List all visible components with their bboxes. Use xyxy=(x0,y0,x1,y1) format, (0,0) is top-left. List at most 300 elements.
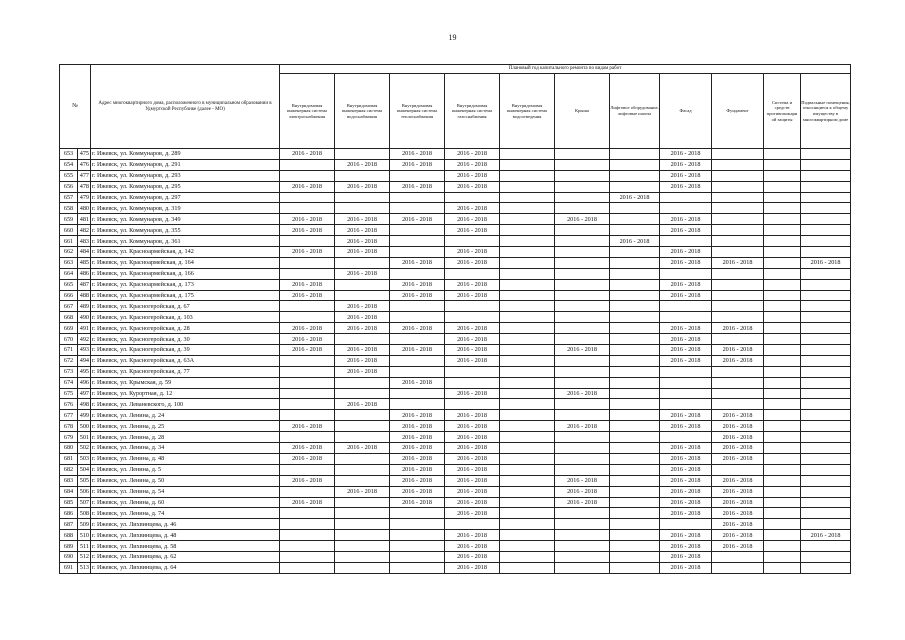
row-repair-year: 2016 - 2018 xyxy=(335,301,390,312)
row-repair-year xyxy=(660,236,712,247)
row-repair-year: 2016 - 2018 xyxy=(280,247,335,258)
row-number: 673 xyxy=(60,366,78,377)
row-repair-year xyxy=(801,268,851,279)
row-index: 501 xyxy=(78,432,91,443)
row-repair-year xyxy=(500,551,555,562)
row-index: 497 xyxy=(78,388,91,399)
row-repair-year xyxy=(712,203,764,214)
row-repair-year: 2016 - 2018 xyxy=(390,159,445,170)
row-repair-year xyxy=(445,236,500,247)
row-repair-year xyxy=(335,453,390,464)
row-repair-year xyxy=(500,421,555,432)
row-repair-year: 2016 - 2018 xyxy=(445,247,500,258)
row-repair-year xyxy=(801,345,851,356)
row-repair-year: 2016 - 2018 xyxy=(445,159,500,170)
row-repair-year xyxy=(500,355,555,366)
row-repair-year xyxy=(764,366,801,377)
row-index: 490 xyxy=(78,312,91,323)
row-repair-year xyxy=(712,192,764,203)
row-repair-year xyxy=(555,410,610,421)
row-repair-year xyxy=(610,279,660,290)
row-repair-year: 2016 - 2018 xyxy=(445,170,500,181)
row-repair-year xyxy=(712,279,764,290)
row-repair-year xyxy=(555,562,610,573)
row-repair-year xyxy=(280,551,335,562)
table-row xyxy=(60,159,851,170)
row-repair-year xyxy=(660,268,712,279)
row-repair-year xyxy=(555,432,610,443)
row-repair-year xyxy=(712,290,764,301)
row-repair-year xyxy=(610,377,660,388)
table-row xyxy=(60,247,851,258)
row-repair-year xyxy=(555,508,610,519)
header-work-type: Система и средств противопожарн ой защиты xyxy=(764,74,801,149)
row-repair-year xyxy=(555,443,610,454)
header-work-type: Внутридомовая инженерная система водоотведения xyxy=(500,74,555,149)
table-row xyxy=(60,312,851,323)
row-repair-year: 2016 - 2018 xyxy=(390,443,445,454)
row-repair-year: 2016 - 2018 xyxy=(660,508,712,519)
table-row xyxy=(60,345,851,356)
row-repair-year: 2016 - 2018 xyxy=(445,464,500,475)
row-repair-year: 2016 - 2018 xyxy=(390,149,445,160)
row-index: 479 xyxy=(78,192,91,203)
row-number: 670 xyxy=(60,334,78,345)
row-repair-year xyxy=(764,257,801,268)
row-repair-year xyxy=(335,508,390,519)
row-repair-year xyxy=(764,453,801,464)
row-repair-year xyxy=(335,551,390,562)
row-repair-year xyxy=(500,268,555,279)
row-repair-year xyxy=(610,290,660,301)
row-address: г. Ижевск, ул. Ленина, д. 48 xyxy=(91,453,280,464)
row-repair-year xyxy=(390,508,445,519)
row-repair-year xyxy=(335,530,390,541)
row-repair-year xyxy=(764,334,801,345)
row-repair-year: 2016 - 2018 xyxy=(280,290,335,301)
row-repair-year xyxy=(280,410,335,421)
row-number: 655 xyxy=(60,170,78,181)
table-row xyxy=(60,410,851,421)
row-repair-year xyxy=(500,312,555,323)
row-address: г. Ижевск, ул. Коммунаров, д. 297 xyxy=(91,192,280,203)
row-number: 658 xyxy=(60,203,78,214)
row-repair-year xyxy=(660,519,712,530)
row-repair-year xyxy=(801,497,851,508)
row-number: 665 xyxy=(60,279,78,290)
row-repair-year xyxy=(555,149,610,160)
row-index: 499 xyxy=(78,410,91,421)
row-repair-year: 2016 - 2018 xyxy=(390,497,445,508)
row-repair-year xyxy=(280,464,335,475)
row-index: 500 xyxy=(78,421,91,432)
row-repair-year xyxy=(500,334,555,345)
row-repair-year xyxy=(280,530,335,541)
row-repair-year: 2016 - 2018 xyxy=(280,345,335,356)
row-repair-year xyxy=(500,475,555,486)
header-work-type: Подвальные помещения, относящиеся к общему имуществу в многоквартирном доме xyxy=(801,74,851,149)
row-number: 659 xyxy=(60,214,78,225)
row-repair-year: 2016 - 2018 xyxy=(712,453,764,464)
row-repair-year xyxy=(500,443,555,454)
row-repair-year xyxy=(280,366,335,377)
row-repair-year: 2016 - 2018 xyxy=(445,486,500,497)
row-repair-year xyxy=(280,399,335,410)
row-number: 672 xyxy=(60,355,78,366)
row-index: 487 xyxy=(78,279,91,290)
row-repair-year: 2016 - 2018 xyxy=(280,181,335,192)
table-row xyxy=(60,497,851,508)
row-repair-year xyxy=(390,399,445,410)
row-repair-year: 2016 - 2018 xyxy=(445,181,500,192)
row-repair-year: 2016 - 2018 xyxy=(660,410,712,421)
row-repair-year xyxy=(335,475,390,486)
row-repair-year xyxy=(555,366,610,377)
row-repair-year xyxy=(801,508,851,519)
row-repair-year xyxy=(445,268,500,279)
row-repair-year xyxy=(801,149,851,160)
row-repair-year: 2016 - 2018 xyxy=(660,279,712,290)
row-repair-year xyxy=(500,257,555,268)
row-index: 482 xyxy=(78,225,91,236)
row-address: г. Ижевск, ул. Красногеройская, д. 28 xyxy=(91,323,280,334)
row-repair-year xyxy=(500,290,555,301)
row-index: 494 xyxy=(78,355,91,366)
row-repair-year xyxy=(610,225,660,236)
row-repair-year xyxy=(801,399,851,410)
row-repair-year: 2016 - 2018 xyxy=(660,453,712,464)
table-row xyxy=(60,170,851,181)
row-repair-year xyxy=(390,562,445,573)
row-repair-year: 2016 - 2018 xyxy=(712,486,764,497)
row-repair-year xyxy=(610,508,660,519)
row-repair-year: 2016 - 2018 xyxy=(555,388,610,399)
row-index: 485 xyxy=(78,257,91,268)
row-repair-year: 2016 - 2018 xyxy=(712,475,764,486)
row-repair-year: 2016 - 2018 xyxy=(280,443,335,454)
row-address: г. Ижевск, ул. Коммунаров, д. 291 xyxy=(91,159,280,170)
row-repair-year xyxy=(764,388,801,399)
table-row xyxy=(60,443,851,454)
row-address: г. Ижевск, ул. Красногеройская, д. 103 xyxy=(91,312,280,323)
row-repair-year: 2016 - 2018 xyxy=(660,551,712,562)
row-repair-year xyxy=(801,432,851,443)
row-repair-year xyxy=(500,345,555,356)
row-repair-year xyxy=(764,290,801,301)
row-repair-year: 2016 - 2018 xyxy=(660,345,712,356)
row-index: 478 xyxy=(78,181,91,192)
row-repair-year xyxy=(610,181,660,192)
capital-repair-table xyxy=(59,64,850,574)
row-repair-year xyxy=(555,268,610,279)
row-repair-year xyxy=(764,225,801,236)
row-repair-year: 2016 - 2018 xyxy=(660,170,712,181)
row-repair-year xyxy=(801,388,851,399)
row-repair-year: 2016 - 2018 xyxy=(712,508,764,519)
row-repair-year xyxy=(801,421,851,432)
row-repair-year: 2016 - 2018 xyxy=(660,541,712,552)
row-repair-year: 2016 - 2018 xyxy=(445,508,500,519)
row-number: 674 xyxy=(60,377,78,388)
row-repair-year: 2016 - 2018 xyxy=(280,149,335,160)
header-work-type: Фундамент xyxy=(712,74,764,149)
row-repair-year: 2016 - 2018 xyxy=(555,214,610,225)
row-repair-year xyxy=(335,192,390,203)
row-index: 477 xyxy=(78,170,91,181)
row-repair-year xyxy=(555,236,610,247)
row-repair-year: 2016 - 2018 xyxy=(660,355,712,366)
row-repair-year xyxy=(801,301,851,312)
table-row xyxy=(60,432,851,443)
row-repair-year: 2016 - 2018 xyxy=(610,236,660,247)
row-index: 491 xyxy=(78,323,91,334)
row-address: г. Ижевск, ул. Красноармейская, д. 164 xyxy=(91,257,280,268)
row-repair-year xyxy=(280,301,335,312)
row-index: 511 xyxy=(78,541,91,552)
row-address: г. Ижевск, ул. Коммунаров, д. 361 xyxy=(91,236,280,247)
row-number: 688 xyxy=(60,530,78,541)
row-repair-year: 2016 - 2018 xyxy=(280,475,335,486)
row-repair-year xyxy=(764,203,801,214)
row-repair-year xyxy=(764,497,801,508)
row-repair-year xyxy=(801,236,851,247)
row-repair-year xyxy=(801,159,851,170)
row-address: г. Ижевск, ул. Красногеройская, д. 63А xyxy=(91,355,280,366)
row-repair-year xyxy=(764,519,801,530)
row-repair-year xyxy=(764,312,801,323)
row-repair-year xyxy=(555,312,610,323)
row-number: 653 xyxy=(60,149,78,160)
row-repair-year xyxy=(280,236,335,247)
row-number: 668 xyxy=(60,312,78,323)
table-row xyxy=(60,453,851,464)
row-repair-year xyxy=(555,301,610,312)
row-repair-year xyxy=(500,530,555,541)
row-repair-year xyxy=(335,410,390,421)
row-repair-year: 2016 - 2018 xyxy=(335,345,390,356)
row-index: 498 xyxy=(78,399,91,410)
row-index: 503 xyxy=(78,453,91,464)
header-work-type: Внутридомовая инженерная система электроснабжения xyxy=(280,74,335,149)
row-repair-year xyxy=(280,388,335,399)
row-repair-year xyxy=(764,551,801,562)
row-repair-year xyxy=(500,192,555,203)
row-repair-year xyxy=(610,453,660,464)
row-repair-year xyxy=(764,355,801,366)
row-repair-year xyxy=(801,366,851,377)
row-address: г. Ижевск, ул. Лихвинцева, д. 46 xyxy=(91,519,280,530)
row-repair-year: 2016 - 2018 xyxy=(335,159,390,170)
table-row xyxy=(60,541,851,552)
row-repair-year: 2016 - 2018 xyxy=(712,541,764,552)
row-repair-year: 2016 - 2018 xyxy=(390,421,445,432)
row-repair-year: 2016 - 2018 xyxy=(445,225,500,236)
row-index: 483 xyxy=(78,236,91,247)
row-repair-year xyxy=(764,268,801,279)
table-row xyxy=(60,486,851,497)
row-repair-year xyxy=(801,323,851,334)
row-repair-year xyxy=(500,486,555,497)
row-repair-year xyxy=(280,377,335,388)
row-repair-year xyxy=(610,345,660,356)
row-repair-year xyxy=(445,301,500,312)
row-repair-year: 2016 - 2018 xyxy=(335,247,390,258)
row-repair-year: 2016 - 2018 xyxy=(660,443,712,454)
row-address: г. Ижевск, ул. Красногеройская, д. 39 xyxy=(91,345,280,356)
row-repair-year: 2016 - 2018 xyxy=(280,279,335,290)
row-repair-year xyxy=(280,170,335,181)
row-number: 666 xyxy=(60,290,78,301)
row-index: 508 xyxy=(78,508,91,519)
row-repair-year xyxy=(610,312,660,323)
row-repair-year xyxy=(610,541,660,552)
row-repair-year: 2016 - 2018 xyxy=(660,562,712,573)
row-repair-year xyxy=(390,551,445,562)
row-repair-year xyxy=(390,355,445,366)
row-repair-year xyxy=(610,149,660,160)
row-address: г. Ижевск, ул. Ленина, д. 74 xyxy=(91,508,280,519)
row-index: 489 xyxy=(78,301,91,312)
row-repair-year: 2016 - 2018 xyxy=(712,421,764,432)
row-number: 689 xyxy=(60,541,78,552)
row-repair-year: 2016 - 2018 xyxy=(555,475,610,486)
table-row xyxy=(60,290,851,301)
row-repair-year: 2016 - 2018 xyxy=(335,443,390,454)
row-repair-year: 2016 - 2018 xyxy=(445,149,500,160)
row-repair-year: 2016 - 2018 xyxy=(660,530,712,541)
row-repair-year xyxy=(555,377,610,388)
row-repair-year xyxy=(801,279,851,290)
row-repair-year: 2016 - 2018 xyxy=(445,562,500,573)
row-repair-year xyxy=(555,225,610,236)
row-repair-year: 2016 - 2018 xyxy=(660,421,712,432)
row-repair-year xyxy=(335,149,390,160)
row-repair-year xyxy=(500,508,555,519)
row-repair-year: 2016 - 2018 xyxy=(555,345,610,356)
row-address: г. Ижевск, ул. Коммунаров, д. 293 xyxy=(91,170,280,181)
row-repair-year: 2016 - 2018 xyxy=(445,530,500,541)
row-number: 654 xyxy=(60,159,78,170)
table-row xyxy=(60,268,851,279)
row-repair-year xyxy=(390,388,445,399)
row-number: 657 xyxy=(60,192,78,203)
row-repair-year xyxy=(764,301,801,312)
row-number: 677 xyxy=(60,410,78,421)
row-address: г. Ижевск, ул. Лихвинцева, д. 58 xyxy=(91,541,280,552)
row-repair-year xyxy=(764,247,801,258)
row-repair-year xyxy=(445,192,500,203)
row-repair-year: 2016 - 2018 xyxy=(390,475,445,486)
row-index: 481 xyxy=(78,214,91,225)
row-number: 678 xyxy=(60,421,78,432)
row-repair-year xyxy=(280,508,335,519)
row-repair-year xyxy=(764,410,801,421)
row-repair-year xyxy=(280,203,335,214)
row-repair-year: 2016 - 2018 xyxy=(390,181,445,192)
row-repair-year xyxy=(335,334,390,345)
row-index: 495 xyxy=(78,366,91,377)
row-repair-year xyxy=(712,236,764,247)
row-repair-year: 2016 - 2018 xyxy=(390,410,445,421)
row-repair-year xyxy=(335,519,390,530)
row-repair-year xyxy=(801,410,851,421)
row-repair-year xyxy=(610,388,660,399)
row-repair-year xyxy=(764,181,801,192)
row-address: г. Ижевск, ул. Красноармейская, д. 166 xyxy=(91,268,280,279)
row-number: 686 xyxy=(60,508,78,519)
row-repair-year xyxy=(500,562,555,573)
table-row xyxy=(60,181,851,192)
row-address: г. Ижевск, ул. Красногеройская, д. 77 xyxy=(91,366,280,377)
row-repair-year xyxy=(660,399,712,410)
row-repair-year xyxy=(764,562,801,573)
row-repair-year: 2016 - 2018 xyxy=(335,312,390,323)
row-address: г. Ижевск, ул. Красногеройская, д. 30 xyxy=(91,334,280,345)
row-repair-year xyxy=(610,159,660,170)
row-repair-year xyxy=(500,279,555,290)
row-repair-year: 2016 - 2018 xyxy=(660,323,712,334)
row-index: 492 xyxy=(78,334,91,345)
row-repair-year xyxy=(445,312,500,323)
row-repair-year xyxy=(555,170,610,181)
row-repair-year xyxy=(390,366,445,377)
row-repair-year xyxy=(335,279,390,290)
row-number: 687 xyxy=(60,519,78,530)
row-repair-year xyxy=(660,377,712,388)
row-repair-year xyxy=(764,421,801,432)
row-number: 663 xyxy=(60,257,78,268)
row-repair-year xyxy=(660,432,712,443)
row-repair-year xyxy=(610,562,660,573)
row-repair-year xyxy=(801,334,851,345)
row-repair-year: 2016 - 2018 xyxy=(712,257,764,268)
row-repair-year xyxy=(390,236,445,247)
row-repair-year: 2016 - 2018 xyxy=(390,345,445,356)
row-repair-year: 2016 - 2018 xyxy=(445,203,500,214)
row-repair-year xyxy=(555,355,610,366)
row-repair-year xyxy=(712,562,764,573)
table-row xyxy=(60,323,851,334)
row-repair-year: 2016 - 2018 xyxy=(445,290,500,301)
row-repair-year xyxy=(801,486,851,497)
row-repair-year xyxy=(610,497,660,508)
row-repair-year xyxy=(500,366,555,377)
row-address: г. Ижевск, ул. Леваневского, д. 100 xyxy=(91,399,280,410)
row-repair-year: 2016 - 2018 xyxy=(801,530,851,541)
row-repair-year: 2016 - 2018 xyxy=(335,323,390,334)
row-repair-year xyxy=(390,530,445,541)
row-number: 671 xyxy=(60,345,78,356)
header-work-type: Лифтовое оборудование, лифтовые шахты xyxy=(610,74,660,149)
row-repair-year xyxy=(712,149,764,160)
row-address: г. Ижевск, ул. Крымская, д. 59 xyxy=(91,377,280,388)
row-repair-year xyxy=(280,541,335,552)
row-address: г. Ижевск, ул. Лихвинцева, д. 64 xyxy=(91,562,280,573)
row-repair-year xyxy=(610,399,660,410)
row-repair-year xyxy=(390,312,445,323)
row-repair-year: 2016 - 2018 xyxy=(390,323,445,334)
row-repair-year xyxy=(764,377,801,388)
row-repair-year: 2016 - 2018 xyxy=(445,551,500,562)
row-repair-year: 2016 - 2018 xyxy=(445,453,500,464)
row-repair-year xyxy=(764,159,801,170)
row-repair-year xyxy=(500,236,555,247)
row-repair-year xyxy=(390,301,445,312)
row-number: 681 xyxy=(60,453,78,464)
row-repair-year xyxy=(555,399,610,410)
row-repair-year: 2016 - 2018 xyxy=(335,399,390,410)
row-repair-year xyxy=(801,453,851,464)
